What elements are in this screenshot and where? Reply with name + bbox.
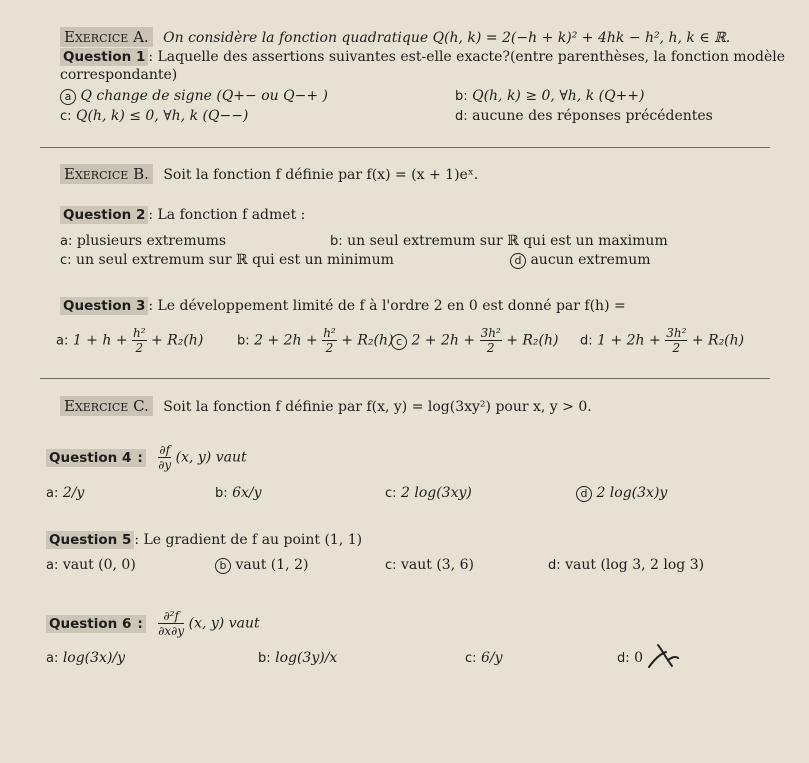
exercise-c-statement: Soit la fonction f définie par f(x, y) = log(3xy²) pour x, y > 0. xyxy=(163,399,592,415)
question-1-text: : Laquelle des assertions suivantes est-elle exacte?(entre parenthèses, la fonction modèle xyxy=(148,49,786,65)
q4-option-c[interactable] xyxy=(385,485,472,501)
question-6-colon: : xyxy=(134,615,145,633)
question-4 xyxy=(46,443,247,472)
answer-circle-d: d xyxy=(510,253,526,269)
q2-option-a[interactable] xyxy=(60,233,226,249)
question-5 xyxy=(46,532,362,548)
q6-num: ∂²f xyxy=(158,609,184,624)
q5-option-b-text: vaut (1, 2) xyxy=(235,557,309,573)
q3-option-a-label: a: xyxy=(56,333,69,349)
q3-b-num: h² xyxy=(323,326,336,340)
q1-option-b-label: b: xyxy=(455,89,468,104)
q6-option-c-label: c: xyxy=(465,651,477,666)
answer-circle-d-q4: d xyxy=(576,486,592,502)
q3-a-den: 2 xyxy=(135,341,144,355)
q6-option-b-label: b: xyxy=(258,651,271,666)
q4-option-d[interactable] xyxy=(576,485,667,502)
q4-option-c-label: c: xyxy=(385,486,397,501)
exercise-a-title: Exercice A. xyxy=(60,27,153,47)
question-4-colon: : xyxy=(134,449,145,467)
q3-option-d-post: + R₂(h) xyxy=(691,332,745,349)
q2-option-d-text: aucun extremum xyxy=(530,252,651,268)
q3-option-b[interactable] xyxy=(237,326,393,355)
q2-option-c-label: c: xyxy=(60,253,72,268)
handwritten-mark-icon xyxy=(646,640,680,670)
exercise-c-title: Exercice C. xyxy=(60,396,153,416)
q4-option-a-label: a: xyxy=(46,486,59,501)
question-1 xyxy=(60,49,785,65)
question-4-post: (x, y) vaut xyxy=(175,449,247,466)
q1-option-d[interactable] xyxy=(455,108,713,124)
q6-option-c[interactable] xyxy=(465,650,503,666)
q1-option-d-label: d: xyxy=(455,109,468,124)
q5-option-c-label: c: xyxy=(385,558,397,573)
question-1-label: Question 1 xyxy=(60,48,148,66)
answer-circle-c: c xyxy=(391,334,407,350)
question-3-label: Question 3 xyxy=(60,297,148,315)
q6-option-a-text: log(3x)/y xyxy=(62,650,126,666)
question-2-text: : La fonction f admet : xyxy=(148,207,306,223)
q4-option-b-text: 6x/y xyxy=(232,485,262,501)
q1-option-c-text: Q(h, k) ≤ 0, ∀h, k (Q−−) xyxy=(75,108,249,124)
q3-b-den: 2 xyxy=(325,341,334,355)
question-6-label: Question 6 xyxy=(46,615,134,633)
q3-option-d[interactable] xyxy=(580,326,744,355)
q2-option-c[interactable] xyxy=(60,252,394,268)
answer-circle-a: a xyxy=(60,89,76,105)
question-6 xyxy=(46,609,260,638)
q3-option-c-fraction xyxy=(480,326,502,355)
q5-option-a[interactable] xyxy=(46,557,136,573)
question-4-label: Question 4 xyxy=(46,449,134,467)
q6-option-d-text: 0 xyxy=(634,650,644,666)
question-4-derivative xyxy=(158,443,171,472)
q3-option-b-post: + R₂(h) xyxy=(341,332,394,349)
q6-option-b[interactable] xyxy=(258,650,337,666)
q6-option-d-label: d: xyxy=(617,651,630,666)
q4-option-a[interactable] xyxy=(46,485,84,501)
exercise-a-header xyxy=(60,28,730,46)
question-1-text-cont: correspondante) xyxy=(60,67,178,83)
q2-option-a-text: plusieurs extremums xyxy=(76,233,227,249)
question-5-label: Question 5 xyxy=(46,531,134,549)
question-6-derivative xyxy=(158,609,184,638)
q2-option-b-label: b: xyxy=(330,234,343,249)
question-2 xyxy=(60,207,305,223)
q5-option-a-label: a: xyxy=(46,558,59,573)
q3-d-den: 2 xyxy=(672,341,681,355)
q1-option-a-text: Q change de signe (Q+− ou Q−+ ) xyxy=(80,88,328,104)
question-5-text: : Le gradient de f au point (1, 1) xyxy=(134,532,363,548)
q1-option-a[interactable] xyxy=(60,88,328,105)
q6-option-b-text: log(3y)/x xyxy=(275,650,338,666)
q4-option-b[interactable] xyxy=(215,485,262,501)
q2-option-c-text: un seul extremum sur ℝ qui est un minimum xyxy=(75,252,394,268)
q2-option-a-label: a: xyxy=(60,234,73,249)
q6-option-c-text: 6/y xyxy=(480,650,503,666)
q3-option-a[interactable] xyxy=(56,326,203,355)
exercise-b-title: Exercice B. xyxy=(60,164,153,184)
q4-den: ∂y xyxy=(158,458,172,472)
q2-option-b[interactable] xyxy=(330,233,668,249)
q6-option-a[interactable] xyxy=(46,650,125,666)
exercise-b-header xyxy=(60,165,478,183)
answer-circle-b: b xyxy=(215,558,231,574)
q3-option-c-post: + R₂(h) xyxy=(506,332,559,349)
q3-option-b-pre: 2 + 2h + xyxy=(254,332,318,349)
exercise-b-statement: Soit la fonction f définie par f(x) = (x + 1)eˣ. xyxy=(163,167,479,183)
q5-option-c[interactable] xyxy=(385,557,474,573)
q1-option-c[interactable] xyxy=(60,108,248,124)
q3-d-num: 3h² xyxy=(666,326,687,340)
q1-option-d-text: aucune des réponses précédentes xyxy=(472,108,713,124)
question-2-label: Question 2 xyxy=(60,206,148,224)
q3-option-c-pre: 2 + 2h + xyxy=(411,332,476,349)
q3-option-a-post: + R₂(h) xyxy=(151,332,204,349)
question-3 xyxy=(60,298,626,314)
q6-den: ∂x∂y xyxy=(158,624,185,638)
q5-option-d[interactable] xyxy=(548,557,704,573)
q3-a-num: h² xyxy=(133,326,146,340)
question-6-post: (x, y) vaut xyxy=(188,615,260,632)
q4-option-d-text: 2 log(3x)y xyxy=(596,485,668,501)
q5-option-d-text: vaut (log 3, 2 log 3) xyxy=(565,557,705,573)
q5-option-a-text: vaut (0, 0) xyxy=(62,557,136,573)
q2-option-d[interactable] xyxy=(510,252,651,269)
question-3-text: : Le développement limité de f à l'ordre 2 en 0 est donné par f(h) = xyxy=(148,298,626,314)
q6-option-a-label: a: xyxy=(46,651,59,666)
q4-option-a-text: 2/y xyxy=(62,485,85,501)
q1-option-c-label: c: xyxy=(60,109,72,124)
q3-option-c[interactable] xyxy=(391,326,558,355)
q6-option-d[interactable] xyxy=(617,650,643,666)
q4-option-b-label: b: xyxy=(215,486,228,501)
section-divider-1 xyxy=(40,147,770,148)
q5-option-c-text: vaut (3, 6) xyxy=(400,557,474,573)
q5-option-b[interactable] xyxy=(215,557,308,574)
q3-option-b-label: b: xyxy=(237,333,250,349)
q3-option-d-fraction xyxy=(665,326,687,355)
q3-option-d-pre: 1 + 2h + xyxy=(597,332,661,349)
q3-option-d-label: d: xyxy=(580,333,593,349)
q4-num: ∂f xyxy=(159,443,171,457)
q3-option-a-pre: 1 + h + xyxy=(72,332,128,349)
q5-option-d-label: d: xyxy=(548,558,561,573)
q3-c-num: 3h² xyxy=(480,326,501,340)
q1-option-b[interactable] xyxy=(455,88,645,104)
exercise-c-header xyxy=(60,397,592,415)
q2-option-b-text: un seul extremum sur ℝ qui est un maximum xyxy=(347,233,668,249)
exercise-a-statement: On considère la fonction quadratique Q(h, k) = 2(−h + k)² + 4hk − h², h, k ∈ ℝ. xyxy=(163,30,731,46)
section-divider-2 xyxy=(40,378,770,379)
q1-option-b-text: Q(h, k) ≥ 0, ∀h, k (Q++) xyxy=(472,88,645,104)
q4-option-c-text: 2 log(3xy) xyxy=(400,485,472,501)
q3-option-a-fraction xyxy=(132,326,147,355)
q3-option-b-fraction xyxy=(322,326,337,355)
q3-c-den: 2 xyxy=(486,341,495,355)
